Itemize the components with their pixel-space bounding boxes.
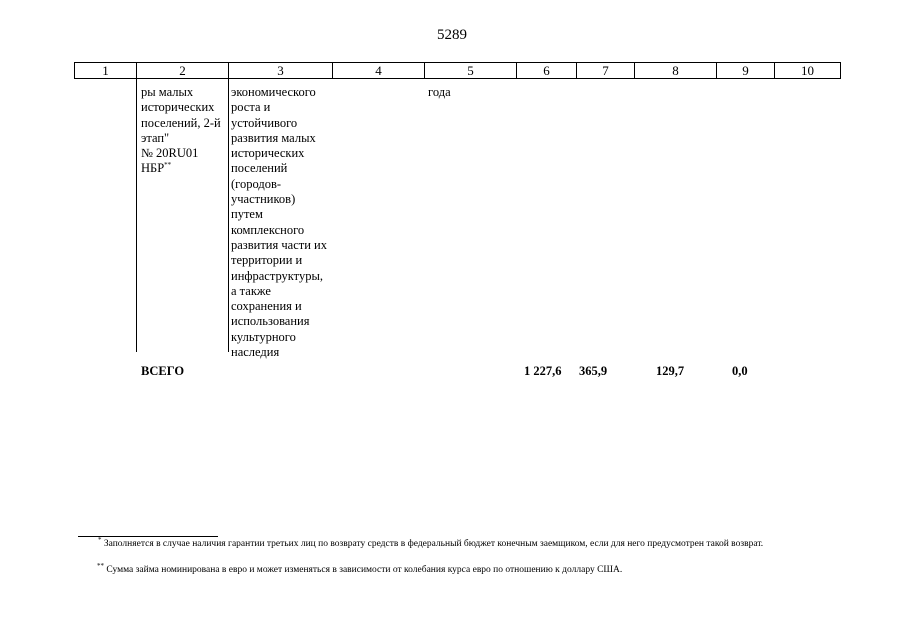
project-name-cell [141, 85, 231, 177]
text-line: путем [231, 207, 263, 222]
text-line: развития части их [231, 237, 327, 252]
footnote-text: Заполняется в случае наличия гарантии третьих лиц по возврату средств в федеральный бюджет конечным заемщиком, если для него предусмотрен такой возврат. [103, 539, 764, 549]
text-line: исторических [231, 146, 305, 161]
text-line: территории и [231, 253, 303, 268]
text-line [141, 161, 231, 176]
text-line-content: НБР [141, 161, 165, 176]
project-goal-cell [231, 85, 336, 360]
footnote-2 [97, 561, 837, 576]
text-line: сохранения и [231, 299, 302, 314]
text-line: инфраструктуры, [231, 268, 324, 283]
total-col8: 129,7 [656, 364, 685, 378]
footnote-marker: * [98, 535, 102, 544]
footnote-marker: ** [164, 161, 172, 170]
text-line: участников) [231, 192, 296, 207]
footnote-marker: ** [97, 561, 104, 570]
column-number: 1 [75, 63, 137, 79]
total-col6: 1 227,6 [524, 364, 562, 378]
column-number: 2 [137, 63, 229, 79]
column-number: 10 [775, 63, 841, 79]
column-divider [136, 78, 137, 352]
text-line: этап" [141, 130, 170, 145]
column-number: 7 [577, 63, 635, 79]
text-line: ры малых [141, 85, 194, 99]
text-line: а также [231, 283, 271, 298]
total-col9: 0,0 [732, 364, 748, 378]
text-line: устойчивого [231, 115, 298, 130]
column-number: 9 [717, 63, 775, 79]
column-number: 3 [229, 63, 333, 79]
text-line: использования [231, 314, 310, 329]
column-number: 5 [425, 63, 517, 79]
page-number: 5289 [437, 27, 467, 43]
text-line: наследия [231, 345, 280, 360]
column-number: 8 [635, 63, 717, 79]
total-label: ВСЕГО [141, 364, 185, 378]
text-line: развития малых [231, 130, 316, 145]
text-line: (городов- [231, 176, 282, 191]
text-line: поселений, 2-й [141, 115, 221, 130]
text-line: комплексного [231, 222, 305, 237]
column-number-header [74, 62, 841, 79]
text-line: поселений [231, 161, 288, 176]
column-number: 4 [333, 63, 425, 79]
column-number: 6 [517, 63, 577, 79]
text-line: № 20RU01 [141, 146, 199, 161]
text-line: роста и [231, 100, 271, 115]
text-line: экономического [231, 85, 316, 99]
text-line: культурного [231, 329, 296, 344]
text-line: исторических [141, 100, 215, 115]
col5-text: года [428, 85, 451, 99]
footnote-1 [78, 535, 823, 550]
total-col7: 365,9 [579, 364, 608, 378]
footnote-text: Сумма займа номинирована в евро и может изменяться в зависимости от колебания курса евро по отношению к доллару США. [106, 565, 623, 575]
